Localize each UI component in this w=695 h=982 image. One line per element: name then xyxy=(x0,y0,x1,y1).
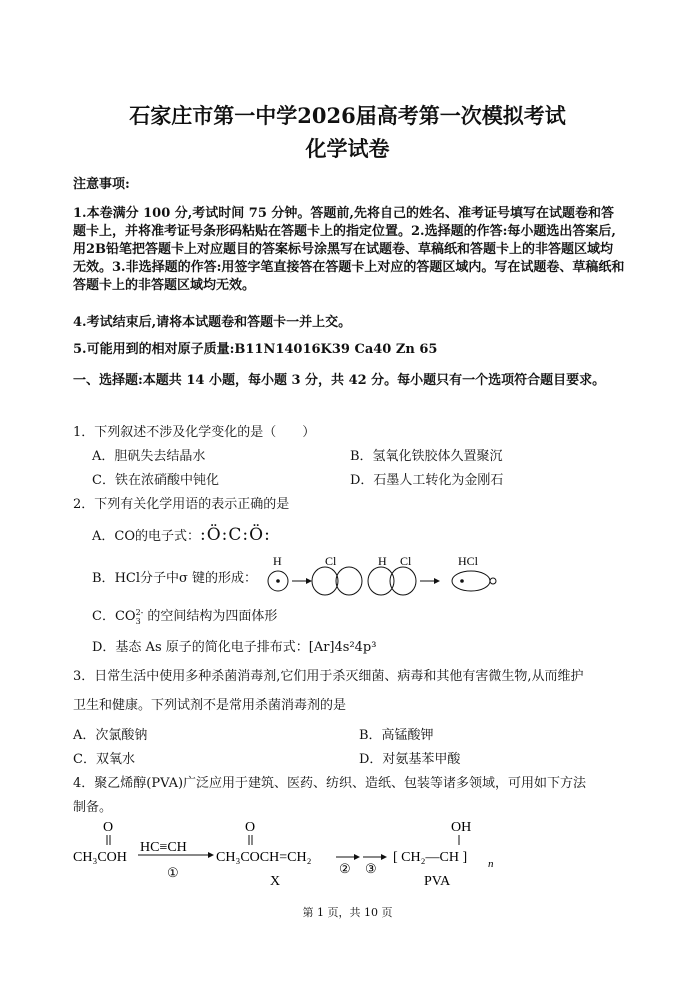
notice-item-5: 5.可能用到的相对原子质量:B11N14016K39 Ca40 Zn 65 xyxy=(73,342,438,357)
q4-stem-line1: 4．聚乙烯醇(PVA)广泛应用于建筑、医药、纺织、造纸、包装等诸多领域，可用如下方法 xyxy=(73,776,587,791)
sigma-bond-orbital xyxy=(452,571,490,591)
sigma-bond-diagram xyxy=(262,552,502,596)
arrow-head xyxy=(306,578,312,584)
intermediate-x-label: X xyxy=(270,874,281,889)
paper-subtitle: 化学试卷 xyxy=(305,136,390,161)
q2-option-c xyxy=(92,605,277,626)
intermediate-x-formula: CH₃COCH=CH₂ xyxy=(216,850,312,865)
reagent-acetylene: HC≡CH xyxy=(140,840,187,855)
h-atom-label-2: H xyxy=(378,554,387,568)
step1-label: ① xyxy=(167,865,179,880)
q1-option-a: A．胆矾失去结晶水 xyxy=(92,449,206,464)
q2-c-formula: CO xyxy=(114,609,136,624)
q2-c-text: 的空间结构为四面体形 xyxy=(147,609,278,624)
back-lobe xyxy=(490,578,496,584)
cl-p-orbital-left xyxy=(312,567,338,595)
pva-subscript-n: n xyxy=(488,858,494,870)
q2-d-text: D．基态 As 原子的简化电子排布式： xyxy=(92,640,309,655)
q3-option-a: A．次氯酸钠 xyxy=(73,728,148,743)
notice-heading: 注意事项: xyxy=(73,177,130,192)
h-atom-label: H xyxy=(273,554,282,568)
arrow-head-2 xyxy=(434,578,440,584)
q2-option-d xyxy=(92,636,376,655)
pva-repeat-unit: [ CH₂—CH ] xyxy=(393,850,468,865)
q1-stem: 1．下列叙述不涉及化学变化的是（ ） xyxy=(73,425,316,440)
step2-arrow-head xyxy=(354,854,360,860)
q4-stem-line2: 制备。 xyxy=(73,800,113,815)
step2-label: ② xyxy=(339,861,351,876)
q2-b-text: HCl分子中σ 键的形成： xyxy=(114,571,258,586)
step1-arrow-head xyxy=(208,852,214,858)
q3-option-d: D．对氨基苯甲酸 xyxy=(359,752,461,767)
pva-hydroxyl: OH xyxy=(451,820,472,835)
cl-p-orbital-right xyxy=(336,567,362,595)
cl-atom-label-2: Cl xyxy=(400,554,412,568)
q3-stem-line2: 卫生和健康。下列试剂不是常用杀菌消毒剂的是 xyxy=(73,698,347,713)
co-electron-structure: :Ö:C:Ö: xyxy=(200,525,271,545)
q3-option-b: B．高锰酸钾 xyxy=(359,728,434,743)
q1-option-c: C．铁在浓硝酸中钝化 xyxy=(92,473,219,488)
step3-arrow-head xyxy=(381,854,387,860)
notice-item-4: 4.考试结束后,请将本试题卷和答题卡一并上交。 xyxy=(73,315,352,330)
shared-electron xyxy=(460,579,464,583)
q2-c-charge: 2- xyxy=(135,607,144,617)
q2-b-prefix: B． xyxy=(92,571,115,586)
x-carbonyl-o: O xyxy=(245,820,256,835)
cl-atom-label: Cl xyxy=(325,554,337,568)
q2-a-formula: CO xyxy=(114,529,135,544)
q1-option-d: D．石墨人工转化为金刚石 xyxy=(350,473,504,488)
h-electron xyxy=(276,579,280,583)
step3-label: ③ xyxy=(365,861,377,876)
q2-option-a xyxy=(92,525,271,545)
q2-a-prefix: A． xyxy=(92,529,115,544)
pva-synthesis-scheme xyxy=(70,815,530,890)
q3-option-c: C．双氧水 xyxy=(73,752,135,767)
q2-c-prefix: C． xyxy=(92,609,115,624)
notice-paragraph: 1.本卷满分 100 分,考试时间 75 分钟。答题前,先将自己的姓名、准考证号填写在试题卷和答题卡上，并将准考证号条形码粘贴在答题卡上的指定位置。2.选择题的作答:每小题选出答案后,用2B铅笔把答题卡上对应题目的答案标号涂黑写在试题卷、草稿纸和答题卡上的非答题区域均无效。3.非选择题的作答:用签字笔直接答在答题卡上对应的答题区域内。写在试题卷、草稿纸和答题卡上的非答题区域均无效。 xyxy=(73,206,625,293)
q2-a-text: 的电子式： xyxy=(135,529,201,544)
q2-c-subscript: 3 xyxy=(135,616,141,626)
q3-stem-line1: 3．日常生活中使用多种杀菌消毒剂,它们用于杀灭细菌、病毒和其他有害微生物,从而维护 xyxy=(73,669,584,684)
q1-option-b: B．氢氧化铁胶体久置聚沉 xyxy=(350,449,503,464)
exam-title: 石家庄市第一中学2026届高考第一次模拟考试 xyxy=(129,103,566,128)
as-electron-config: [Ar]4s²4p³ xyxy=(308,640,377,655)
q2-option-b xyxy=(92,567,257,586)
q2-stem: 2．下列有关化学用语的表示正确的是 xyxy=(73,497,290,512)
reactant-formula: CH₃COH xyxy=(73,850,127,865)
reactant-carbonyl-o: O xyxy=(103,820,114,835)
section-heading: 一、选择题:本题共 14 小题，每小题 3 分，共 42 分。每小题只有一个选项符合题目要求。 xyxy=(73,373,606,388)
pva-label: PVA xyxy=(424,874,451,889)
page-footer: 第 1 页，共 10 页 xyxy=(302,906,393,919)
hcl-label: HCl xyxy=(458,554,479,568)
